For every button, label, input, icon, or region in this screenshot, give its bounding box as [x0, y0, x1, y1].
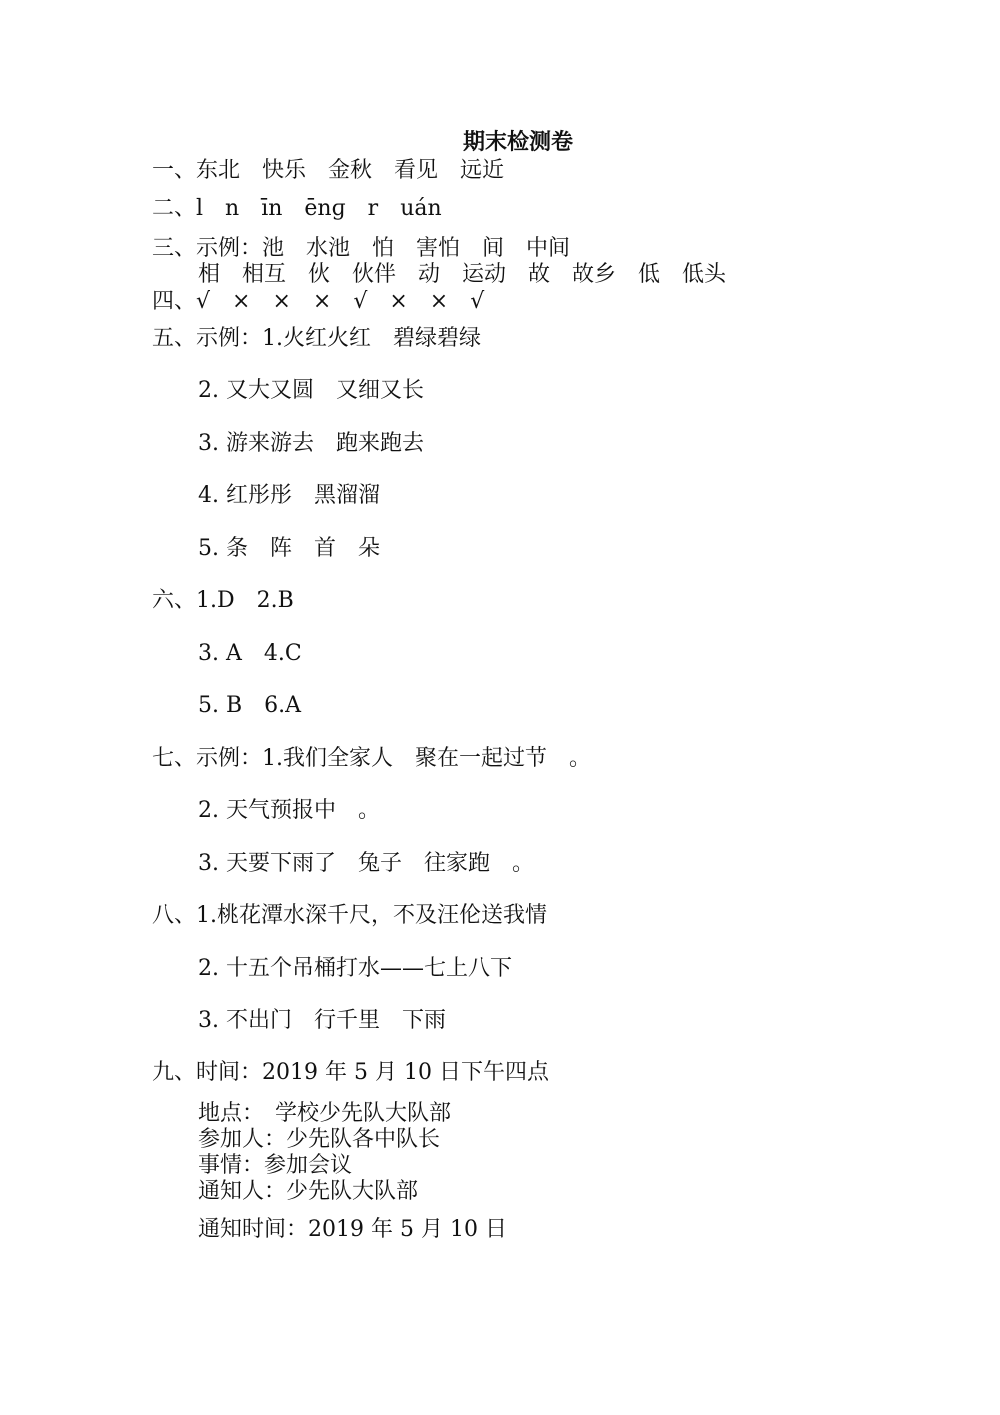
page-title: 期末检测卷 [462, 129, 573, 155]
answer-line-5-2: 2. 又大又圆 又细又长 [198, 378, 424, 403]
answer-line-8-3: 3. 不出门 行千里 下雨 [198, 1008, 446, 1033]
answer-line-4: 四、√ × × × √ × × √ [152, 289, 485, 314]
answer-line-5: 五、示例：1.火红火红 碧绿碧绿 [152, 326, 481, 351]
answer-line-6-3: 3. A 4.C [198, 641, 302, 666]
answer-line-1: 一、东北 快乐 金秋 看见 远近 [152, 158, 505, 183]
answer-line-2: 二、l n īn ēnɡ r uán [152, 196, 442, 221]
answer-line-7: 七、示例：1.我们全家人 聚在一起过节 。 [152, 746, 591, 771]
answer-line-7-3: 3. 天要下雨了 兔子 往家跑 。 [198, 851, 534, 876]
answer-line-8: 八、1.桃花潭水深千尺，不及汪伦送我情 [152, 903, 547, 928]
answer-line-9: 九、时间：2019 年 5 月 10 日下午四点 [152, 1060, 549, 1085]
answer-line-3-continued: 相 相互 伙 伙伴 动 运动 故 故乡 低 低头 [198, 262, 727, 287]
notice-date: 通知时间：2019 年 5 月 10 日 [198, 1217, 507, 1242]
notice-issuer: 通知人：少先队大队部 [198, 1179, 419, 1204]
answer-line-6: 六、1.D 2.B [152, 588, 294, 613]
answer-line-8-2: 2. 十五个吊桶打水——七上八下 [198, 956, 512, 981]
notice-matter: 事情：参加会议 [198, 1153, 353, 1178]
notice-participants: 参加人：少先队各中队长 [198, 1127, 441, 1152]
answer-line-3: 三、示例：池 水池 怕 害怕 间 中间 [152, 236, 571, 261]
answer-line-5-4: 4. 红彤彤 黑溜溜 [198, 483, 380, 508]
answer-line-5-5: 5. 条 阵 首 朵 [198, 536, 380, 561]
answer-line-7-2: 2. 天气预报中 。 [198, 798, 380, 823]
notice-location: 地点： 学校少先队大队部 [198, 1101, 452, 1126]
answer-line-6-5: 5. B 6.A [198, 693, 302, 718]
answer-line-5-3: 3. 游来游去 跑来跑去 [198, 431, 424, 456]
